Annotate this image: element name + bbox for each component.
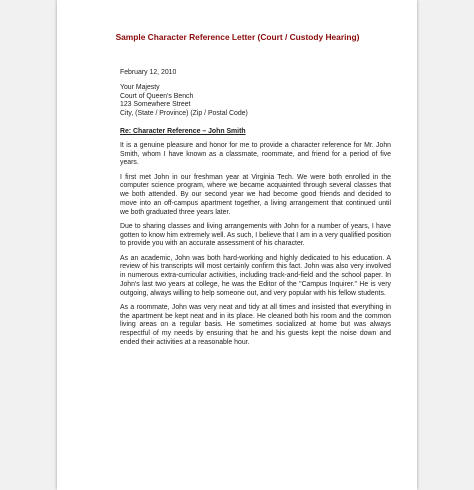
body-paragraph: As a roommate, John was very neat and tidy at all times and insisted that everything in the apartment be kept neat and in its place. He cleaned both his room and the common living areas on a regular basis. He sometimes socialized at home but was always respectful of my needs by ensuring that he and his guests kept the noise down and ended their activities at a reasonable hour. [120, 303, 391, 346]
subject-line: Re: Character Reference – John Smith [120, 127, 246, 135]
recipient-line: City, (State / Province) (Zip / Postal Code) [120, 110, 248, 118]
letter-date: February 12, 2010 [120, 69, 177, 76]
recipient-address [120, 84, 391, 119]
recipient-line: 123 Somewhere Street [120, 101, 191, 109]
letter-page [57, 0, 417, 490]
recipient-line: Court of Queen's Bench [120, 92, 194, 100]
letter-title: Sample Character Reference Letter (Court / Custody Hearing) [115, 32, 360, 42]
body-paragraph: As an academic, John was both hard-working and highly dedicated to his education. A review of his transcripts will most certainly confirm this fact. John was also very involved in numerous extra-curricular activities, including track-and-field and the school paper. In John's last two years at college, he was the Editor of the "Campus Inquirer." He is very outgoing, always willing to help someone out, and very popular with his fellow students. [120, 254, 391, 297]
recipient-line: Your Majesty [120, 84, 160, 91]
body-paragraph: Due to sharing classes and living arrangements with John for a number of years, I have gotten to know him extremely well. As such, I believe that I am in a very qualified position to provide you with an accurate assessment of his character. [120, 222, 391, 248]
body-paragraph: It is a genuine pleasure and honor for me to provide a character reference for Mr. John Smith, whom I have known as a classmate, roommate, and friend for a period of five years. [120, 141, 391, 167]
body-paragraph: I first met John in our freshman year at Virginia Tech. We were both enrolled in the computer science program, where we became acquainted through several classes that we both attended. By our second year we had become good friends and decided to move into an off-campus apartment together, a living arrangement that continued until we both graduated three years later. [120, 173, 391, 216]
